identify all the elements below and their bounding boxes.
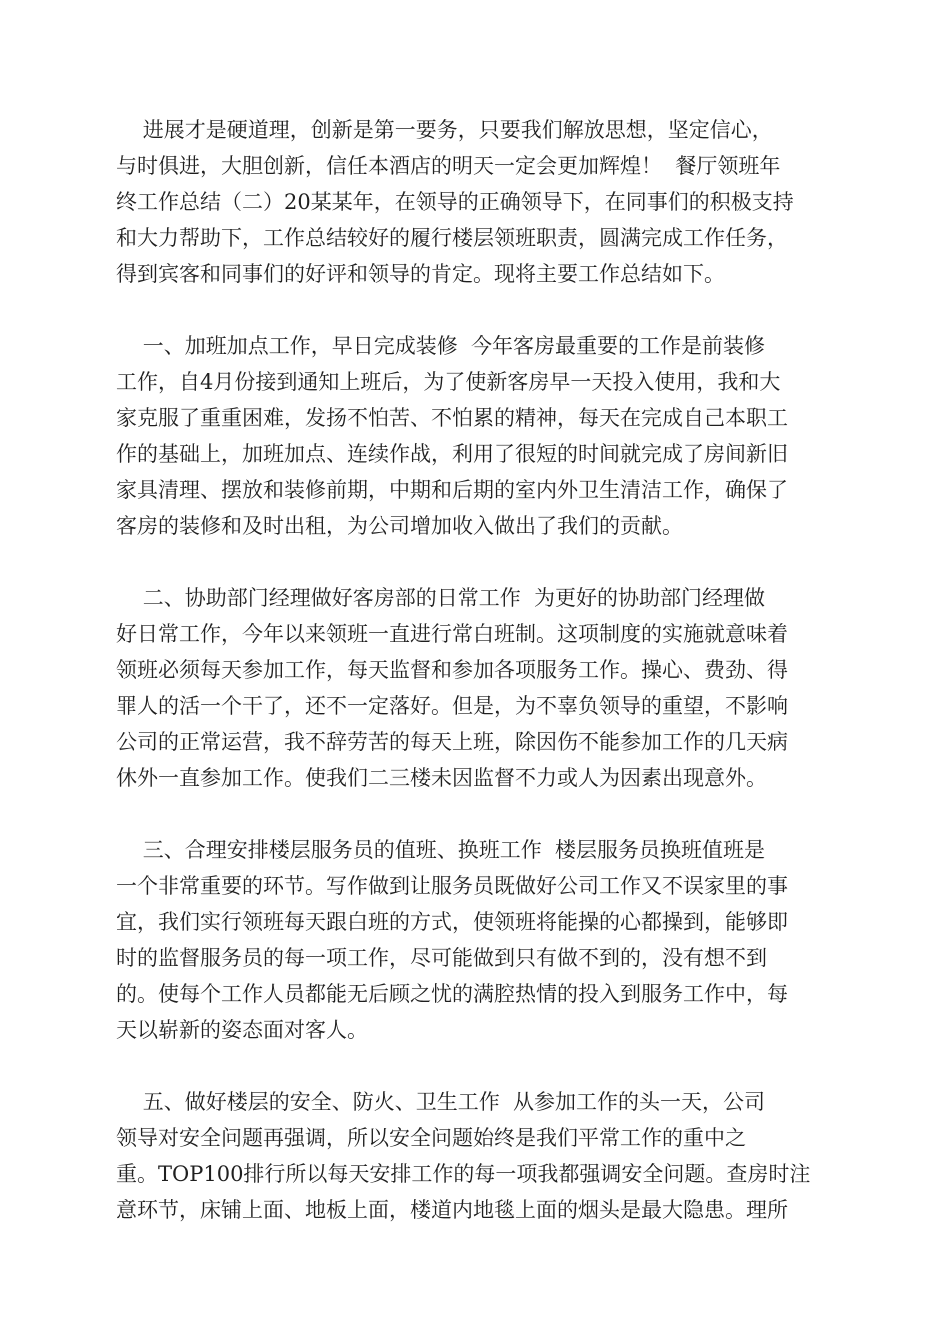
- paragraph-4: [116, 832, 836, 1048]
- paragraph-spacer: [116, 1048, 836, 1084]
- text-line: 罪人的活一个干了，还不一定落好。但是，为不辜负领导的重望，不影响: [116, 694, 788, 718]
- text-line: 得到宾客和同事们的好评和领导的肯定。现将主要工作总结如下。: [116, 262, 725, 286]
- text-line: 二、协助部门经理做好客房部的日常工作 为更好的协助部门经理做: [116, 586, 766, 610]
- text-line: 终工作总结（二）20某某年，在领导的正确领导下，在同事们的积极支持: [116, 190, 794, 214]
- text-line: 一个非常重要的环节。写作做到让服务员既做好公司工作又不误家里的事: [116, 874, 788, 898]
- text-line: 和大力帮助下，工作总结较好的履行楼层领班职责，圆满完成工作任务，: [116, 226, 788, 250]
- text-line: 工作，自4月份接到通知上班后，为了使新客房早一天投入使用，我和大: [116, 370, 781, 394]
- text-line: 作的基础上，加班加点、连续作战，利用了很短的时间就完成了房间新旧: [116, 442, 788, 466]
- text-line: 休外一直参加工作。使我们二三楼未因监督不力或人为因素出现意外。: [116, 766, 767, 790]
- text-line: 时的监督服务员的每一项工作，尽可能做到只有做不到的，没有想不到: [116, 946, 767, 970]
- text-line: 客房的装修和及时出租，为公司增加收入做出了我们的贡献。: [116, 514, 683, 538]
- text-line: 三、合理安排楼层服务员的值班、换班工作 楼层服务员换班值班是: [116, 838, 766, 862]
- text-line: 与时俱进，大胆创新，信任本酒店的明天一定会更加辉煌！ 餐厅领班年: [116, 154, 781, 178]
- paragraph-spacer: [116, 292, 836, 328]
- text-line: 的。使每个工作人员都能无后顾之忧的满腔热情的投入到服务工作中，每: [116, 982, 788, 1006]
- paragraph-1: [116, 112, 836, 292]
- text-line: 五、做好楼层的安全、防火、卫生工作 从参加工作的头一天，公司: [116, 1090, 766, 1114]
- text-line: 意环节，床铺上面、地板上面，楼道内地毯上面的烟头是最大隐患。理所: [116, 1198, 788, 1222]
- text-line: 领导对安全问题再强调，所以安全问题始终是我们平常工作的重中之: [116, 1126, 746, 1150]
- paragraph-3: [116, 580, 836, 796]
- text-line: 家具清理、摆放和装修前期，中期和后期的室内外卫生清洁工作，确保了: [116, 478, 788, 502]
- text-line: 一、加班加点工作，早日完成装修 今年客房最重要的工作是前装修: [116, 334, 766, 358]
- text-line: 天以崭新的姿态面对客人。: [116, 1018, 368, 1042]
- text-line: 进展才是硬道理，创新是第一要务，只要我们解放思想，坚定信心，: [116, 118, 773, 142]
- document-body: [116, 112, 836, 1228]
- text-line: 好日常工作，今年以来领班一直进行常白班制。这项制度的实施就意味着: [116, 622, 788, 646]
- paragraph-2: [116, 328, 836, 544]
- text-line: 重。TOP100排行所以每天安排工作的每一项我都强调安全问题。查房时注: [116, 1162, 811, 1186]
- paragraph-spacer: [116, 796, 836, 832]
- text-line: 公司的正常运营，我不辞劳苦的每天上班，除因伤不能参加工作的几天病: [116, 730, 788, 754]
- paragraph-5: [116, 1084, 836, 1228]
- text-line: 领班必须每天参加工作，每天监督和参加各项服务工作。操心、费劲、得: [116, 658, 788, 682]
- paragraph-spacer: [116, 544, 836, 580]
- text-line: 家克服了重重困难，发扬不怕苦、不怕累的精神，每天在完成自己本职工: [116, 406, 788, 430]
- text-line: 宜，我们实行领班每天跟白班的方式，使领班将能操的心都操到，能够即: [116, 910, 788, 934]
